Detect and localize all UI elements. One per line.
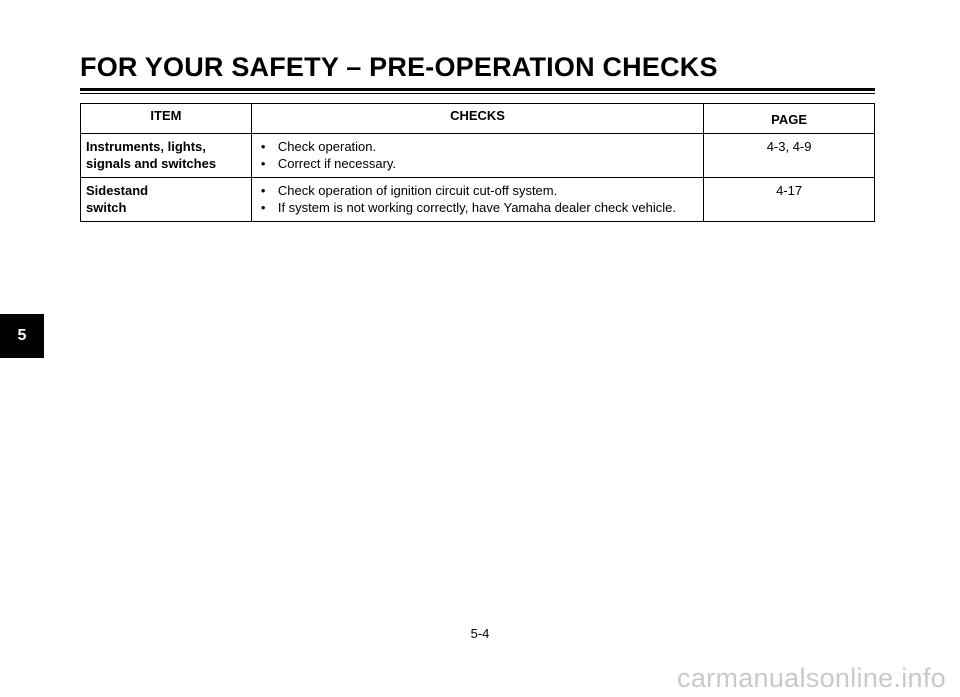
table-row bbox=[81, 178, 875, 222]
check-item: • Correct if necessary. bbox=[257, 155, 698, 172]
check-item: • Check operation of ignition circuit cut-off system. bbox=[257, 182, 698, 199]
header-checks: CHECKS bbox=[251, 104, 703, 134]
item-cell bbox=[81, 134, 252, 178]
page-ref-cell: 4-3, 4-9 bbox=[704, 134, 875, 178]
item-name-line: Instruments, lights, bbox=[86, 139, 206, 154]
checks-cell bbox=[251, 134, 703, 178]
table-row bbox=[81, 134, 875, 178]
checks-list bbox=[257, 182, 698, 216]
chapter-tab: 5 bbox=[0, 314, 44, 358]
pre-operation-checks-table bbox=[80, 103, 875, 222]
item-name-line: Sidestand bbox=[86, 183, 149, 198]
item-cell bbox=[81, 178, 252, 222]
header-page: PAGE bbox=[704, 104, 875, 134]
item-name-line: signals and switches bbox=[86, 156, 217, 171]
page-ref-cell: 4-17 bbox=[704, 178, 875, 222]
table-header-row bbox=[81, 104, 875, 134]
title-rule-thin bbox=[80, 93, 875, 94]
watermark: carmanualsonline.info bbox=[677, 663, 946, 693]
check-item: • Check operation. bbox=[257, 138, 698, 155]
title-rule bbox=[80, 88, 875, 91]
page-number: 5-4 bbox=[470, 626, 490, 641]
check-item: • If system is not working correctly, have Yamaha dealer check vehicle. bbox=[257, 199, 698, 216]
checks-list bbox=[257, 138, 698, 172]
checks-cell bbox=[251, 178, 703, 222]
header-item: ITEM bbox=[81, 104, 252, 134]
page-title: FOR YOUR SAFETY – PRE-OPERATION CHECKS bbox=[80, 52, 718, 82]
item-name-line: switch bbox=[86, 200, 127, 215]
